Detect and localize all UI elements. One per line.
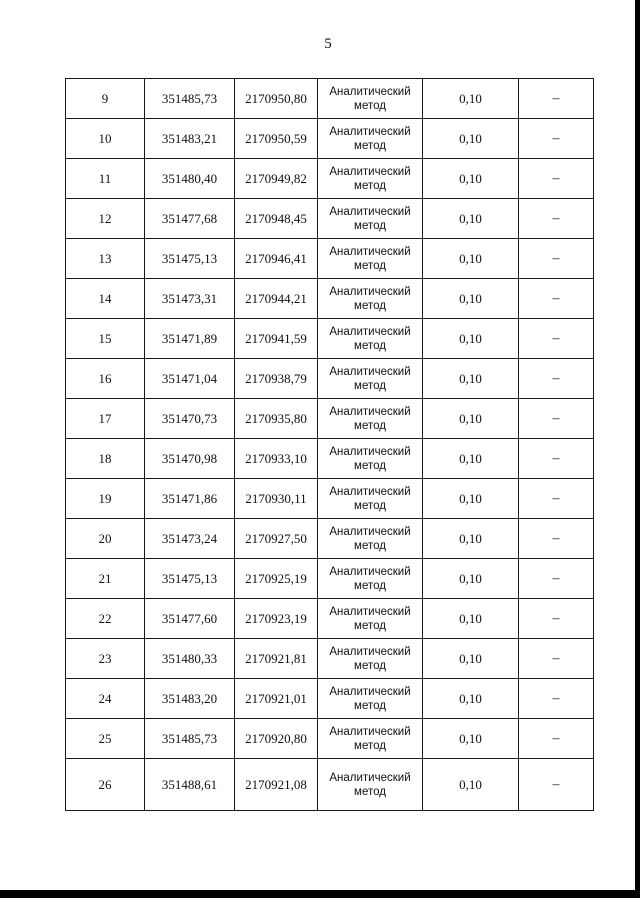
y-coordinate-cell: 2170938,79 [235, 359, 318, 399]
y-coordinate-cell: 2170920,80 [235, 719, 318, 759]
y-coordinate-cell: 2170923,19 [235, 599, 318, 639]
method-line-2: метод [354, 379, 386, 392]
x-coordinate-cell: 351480,40 [145, 159, 235, 199]
method-line-2: метод [354, 619, 386, 632]
y-coordinate-cell: 2170921,81 [235, 639, 318, 679]
point-number-cell: 19 [66, 479, 145, 519]
precision-cell: 0,10 [423, 679, 519, 719]
table-row [66, 759, 594, 811]
dash-cell: – [519, 479, 594, 519]
x-coordinate-cell: 351483,20 [145, 679, 235, 719]
dash-cell: – [519, 359, 594, 399]
table-body [66, 79, 594, 811]
point-number-cell: 20 [66, 519, 145, 559]
dash-cell: – [519, 439, 594, 479]
method-cell [318, 159, 423, 199]
method-line-2: метод [354, 739, 386, 752]
point-number-cell: 24 [66, 679, 145, 719]
method-cell [318, 399, 423, 439]
method-cell [318, 719, 423, 759]
method-cell [318, 319, 423, 359]
x-coordinate-cell: 351470,98 [145, 439, 235, 479]
y-coordinate-cell: 2170933,10 [235, 439, 318, 479]
y-coordinate-cell: 2170925,19 [235, 559, 318, 599]
table-row [66, 399, 594, 439]
precision-cell: 0,10 [423, 239, 519, 279]
method-line-1: Аналитический [329, 165, 411, 178]
point-number-cell: 25 [66, 719, 145, 759]
method-cell [318, 599, 423, 639]
precision-cell: 0,10 [423, 639, 519, 679]
y-coordinate-cell: 2170948,45 [235, 199, 318, 239]
point-number-cell: 22 [66, 599, 145, 639]
y-coordinate-cell: 2170930,11 [235, 479, 318, 519]
method-line-2: метод [354, 785, 386, 798]
table-row [66, 119, 594, 159]
method-cell [318, 519, 423, 559]
method-line-1: Аналитический [329, 725, 411, 738]
method-line-1: Аналитический [329, 605, 411, 618]
table-row [66, 199, 594, 239]
precision-cell: 0,10 [423, 439, 519, 479]
x-coordinate-cell: 351488,61 [145, 759, 235, 811]
point-number-cell: 16 [66, 359, 145, 399]
method-cell [318, 559, 423, 599]
method-line-2: метод [354, 299, 386, 312]
y-coordinate-cell: 2170921,01 [235, 679, 318, 719]
method-line-2: метод [354, 539, 386, 552]
table-row [66, 79, 594, 119]
x-coordinate-cell: 351475,13 [145, 239, 235, 279]
dash-cell: – [519, 159, 594, 199]
precision-cell: 0,10 [423, 399, 519, 439]
point-number-cell: 15 [66, 319, 145, 359]
method-cell [318, 479, 423, 519]
y-coordinate-cell: 2170944,21 [235, 279, 318, 319]
dash-cell: – [519, 239, 594, 279]
dash-cell: – [519, 199, 594, 239]
method-line-2: метод [354, 259, 386, 272]
x-coordinate-cell: 351471,04 [145, 359, 235, 399]
table-row [66, 679, 594, 719]
y-coordinate-cell: 2170950,80 [235, 79, 318, 119]
scan-edge-right [635, 0, 640, 898]
dash-cell: – [519, 759, 594, 811]
method-line-1: Аналитический [329, 525, 411, 538]
method-line-1: Аналитический [329, 685, 411, 698]
y-coordinate-cell: 2170921,08 [235, 759, 318, 811]
method-cell [318, 279, 423, 319]
method-line-2: метод [354, 179, 386, 192]
dash-cell: – [519, 79, 594, 119]
method-cell [318, 679, 423, 719]
y-coordinate-cell: 2170950,59 [235, 119, 318, 159]
y-coordinate-cell: 2170941,59 [235, 319, 318, 359]
table-row [66, 519, 594, 559]
x-coordinate-cell: 351477,60 [145, 599, 235, 639]
precision-cell: 0,10 [423, 319, 519, 359]
x-coordinate-cell: 351473,24 [145, 519, 235, 559]
point-number-cell: 10 [66, 119, 145, 159]
dash-cell: – [519, 319, 594, 359]
method-line-2: метод [354, 419, 386, 432]
method-line-1: Аналитический [329, 405, 411, 418]
dash-cell: – [519, 679, 594, 719]
precision-cell: 0,10 [423, 519, 519, 559]
y-coordinate-cell: 2170927,50 [235, 519, 318, 559]
method-cell [318, 79, 423, 119]
point-number-cell: 26 [66, 759, 145, 811]
point-number-cell: 21 [66, 559, 145, 599]
x-coordinate-cell: 351475,13 [145, 559, 235, 599]
table-row [66, 479, 594, 519]
table-row [66, 319, 594, 359]
y-coordinate-cell: 2170946,41 [235, 239, 318, 279]
precision-cell: 0,10 [423, 119, 519, 159]
method-line-1: Аналитический [329, 565, 411, 578]
y-coordinate-cell: 2170949,82 [235, 159, 318, 199]
method-line-1: Аналитический [329, 365, 411, 378]
y-coordinate-cell: 2170935,80 [235, 399, 318, 439]
method-line-1: Аналитический [329, 205, 411, 218]
method-line-2: метод [354, 499, 386, 512]
precision-cell: 0,10 [423, 479, 519, 519]
point-number-cell: 18 [66, 439, 145, 479]
method-line-2: метод [354, 139, 386, 152]
method-cell [318, 239, 423, 279]
x-coordinate-cell: 351471,86 [145, 479, 235, 519]
method-line-2: метод [354, 459, 386, 472]
table-row [66, 159, 594, 199]
dash-cell: – [519, 639, 594, 679]
precision-cell: 0,10 [423, 279, 519, 319]
precision-cell: 0,10 [423, 559, 519, 599]
dash-cell: – [519, 279, 594, 319]
table-row [66, 439, 594, 479]
method-cell [318, 199, 423, 239]
method-line-1: Аналитический [329, 645, 411, 658]
x-coordinate-cell: 351485,73 [145, 719, 235, 759]
precision-cell: 0,10 [423, 159, 519, 199]
method-line-2: метод [354, 339, 386, 352]
x-coordinate-cell: 351477,68 [145, 199, 235, 239]
table-row [66, 719, 594, 759]
point-number-cell: 23 [66, 639, 145, 679]
dash-cell: – [519, 559, 594, 599]
x-coordinate-cell: 351483,21 [145, 119, 235, 159]
table-row [66, 639, 594, 679]
method-line-1: Аналитический [329, 245, 411, 258]
method-cell [318, 359, 423, 399]
method-cell [318, 759, 423, 811]
method-line-2: метод [354, 219, 386, 232]
method-cell [318, 119, 423, 159]
x-coordinate-cell: 351485,73 [145, 79, 235, 119]
precision-cell: 0,10 [423, 359, 519, 399]
method-line-2: метод [354, 659, 386, 672]
point-number-cell: 17 [66, 399, 145, 439]
method-line-1: Аналитический [329, 285, 411, 298]
point-number-cell: 9 [66, 79, 145, 119]
point-number-cell: 12 [66, 199, 145, 239]
method-line-2: метод [354, 699, 386, 712]
precision-cell: 0,10 [423, 759, 519, 811]
method-line-2: метод [354, 579, 386, 592]
x-coordinate-cell: 351470,73 [145, 399, 235, 439]
x-coordinate-cell: 351471,89 [145, 319, 235, 359]
method-cell [318, 639, 423, 679]
method-cell [318, 439, 423, 479]
method-line-1: Аналитический [329, 445, 411, 458]
point-number-cell: 14 [66, 279, 145, 319]
scan-edge-bottom [0, 890, 640, 898]
table-row [66, 599, 594, 639]
x-coordinate-cell: 351480,33 [145, 639, 235, 679]
x-coordinate-cell: 351473,31 [145, 279, 235, 319]
page-number: 5 [324, 36, 332, 52]
dash-cell: – [519, 119, 594, 159]
table-row [66, 359, 594, 399]
method-line-1: Аналитический [329, 485, 411, 498]
dash-cell: – [519, 599, 594, 639]
table-row [66, 239, 594, 279]
table-row [66, 279, 594, 319]
dash-cell: – [519, 519, 594, 559]
precision-cell: 0,10 [423, 719, 519, 759]
coordinates-table [65, 78, 594, 811]
point-number-cell: 11 [66, 159, 145, 199]
precision-cell: 0,10 [423, 199, 519, 239]
method-line-1: Аналитический [329, 771, 411, 784]
method-line-2: метод [354, 99, 386, 112]
precision-cell: 0,10 [423, 79, 519, 119]
method-line-1: Аналитический [329, 325, 411, 338]
method-line-1: Аналитический [329, 85, 411, 98]
dash-cell: – [519, 399, 594, 439]
table-row [66, 559, 594, 599]
precision-cell: 0,10 [423, 599, 519, 639]
dash-cell: – [519, 719, 594, 759]
method-line-1: Аналитический [329, 125, 411, 138]
point-number-cell: 13 [66, 239, 145, 279]
